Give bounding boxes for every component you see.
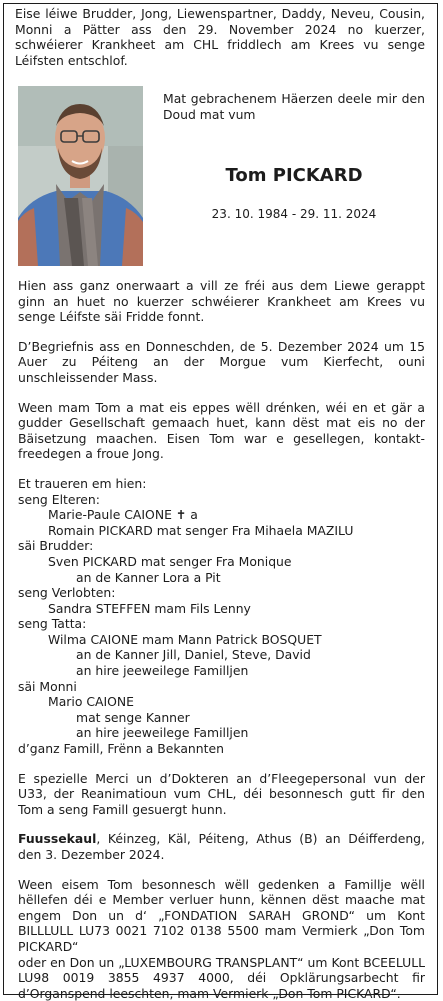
portrait-photo <box>18 86 143 266</box>
intro-text: Eise léiwe Brudder, Jong, Liewenspartner, Daddy, Neveu, Cousin, Monni a Pätter ass den 29. November 2024 no kuerzer, schwéierer Krankheet am CHL friddlech am Krees vu senge Léifsten entschlof. <box>15 6 425 68</box>
mourners-line: säi Brudder: <box>18 538 94 554</box>
paragraph-donation-2: oder en Don un „LUXEMBOURG TRANSPLANT“ um Kont BCEELULL LU98 0019 3855 4937 4000, déi Opklärungsarbecht fir d’Organspend leeschten, mam Vermierk „Don Tom PICKARD“. <box>18 954 425 1001</box>
mourners-line: Romain PICKARD mat senger Fra Mihaela MAZILU <box>48 522 354 538</box>
cross-icon: ✝ <box>175 507 187 523</box>
mourners-line: seng Elteren: <box>18 491 100 507</box>
place-date-text: , Kéinzeg, Käl, Péiteng, Athus (B) an Déifferdeng, den 3. Dezember 2024. <box>18 831 425 862</box>
mourners-line: an de Kanner Lora a Pit <box>76 569 221 585</box>
mourners-line: Mario CAIONE <box>48 694 134 710</box>
place-bold: Fuussekaul <box>18 831 97 847</box>
mourners-line: an hire jeeweilege Familljen <box>76 663 249 679</box>
mourners-line: mat senge Kanner <box>76 709 190 725</box>
mourner-suffix: a <box>186 507 198 523</box>
main-text <box>18 278 425 1001</box>
heading-text: Mat gebrachenem Häerzen deele mir den Doud mat vum <box>163 91 425 122</box>
mourners-line: seng Tatta: <box>18 616 87 632</box>
paragraph-thanks: E spezielle Merci un d’Dokteren an d’Fleegepersonal vun der U33, der Reanimatioun vum CHL, déi besonnesch gutt fir den Tom a seng Famill gesuergt hunn. <box>18 770 425 817</box>
mourners-line: Sven PICKARD mat senger Fra Monique <box>48 553 292 569</box>
mourners-line: Sandra STEFFEN mam Fils Lenny <box>48 600 251 616</box>
mourners-line: seng Verlobten: <box>18 585 116 601</box>
mourners-list <box>18 476 425 757</box>
mourners-line: d’ganz Famill, Frënn a Bekannten <box>18 741 224 757</box>
paragraph-place-date <box>18 831 425 862</box>
mourners-title: Et traueren em hien: <box>18 475 147 491</box>
paragraph-funeral: D’Begriefnis ass en Donneschden, de 5. Dezember 2024 um 15 Auer zu Péiteng an der Morgue vum Kierfecht, ouni unschleissender Mass. <box>18 338 425 385</box>
mourners-line: an de Kanner Jill, Daniel, Steve, David <box>76 647 311 663</box>
mourners-line: Wilma CAIONE mam Mann Patrick BOSQUET <box>48 631 322 647</box>
paragraph-donation: Ween eisem Tom besonnesch wëll gedenken a Familljе wëll hëllefen déi e Member verluer hunn, kënnen dëst maache mat engem Don un d‘ „FONDATION SARAH GROND“ um Kont BILLLULL LU73 0021 7102 0138 5500 mam Vermierk „Don Tom PICKARD“ <box>18 876 425 954</box>
mourners-line: säi Monni <box>18 678 77 694</box>
intro-block <box>15 6 425 68</box>
mourners-line: an hire jeeweilege Familljen <box>76 725 249 741</box>
paragraph-gathering: Ween mam Tom a mat eis eppes wëll drénken, wéi en et gär a gudder Gesellschaft gemaach huet, kann dëst mat eis no der Bäisetzung maachen. Eisen Tom war e gesellegen, kontakt-freedegen a froue Jong. <box>18 399 425 462</box>
deceased-name: Tom PICKARD <box>225 165 363 186</box>
mourners-line <box>18 507 425 523</box>
paragraph-passing: Hien ass ganz onerwaart a vill ze fréi aus dem Liewe gerappt ginn an huet no kuerzer schwéierer Krankheet am Krees vu senge Léifste säi Fridde fonnt. <box>18 278 425 325</box>
life-dates: 23. 10. 1984 - 29. 11. 2024 <box>211 207 377 221</box>
mourner-name: Marie-Paule CAIONE <box>48 507 172 523</box>
